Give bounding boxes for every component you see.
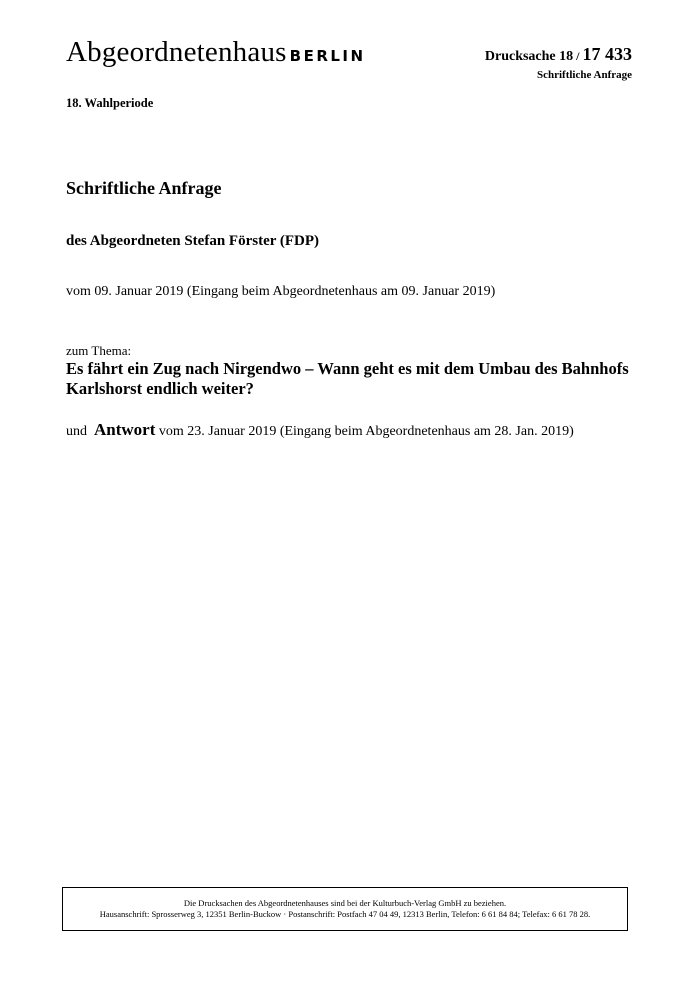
legislative-period: 18. Wahlperiode — [66, 96, 154, 110]
logo-text: Abgeordnetenhaus — [66, 36, 287, 68]
answer-line — [66, 420, 574, 440]
answer-label: Antwort — [94, 420, 156, 439]
logo-city: BERLIN — [289, 47, 366, 65]
topic-label: zum Thema: — [66, 343, 132, 358]
footer-line-2: Hausanschrift: Sprosserweg 3, 12351 Berlin-Buckow · Postanschrift: Postfach 47 04 49, 12313 Berlin, Telefon: 6 61 84 84; Telefax: 6 61 78 28. — [99, 909, 591, 919]
answer-prefix: und — [66, 424, 87, 439]
drucksache-block — [485, 44, 632, 81]
answer-date: vom 23. Januar 2019 (Eingang beim Abgeordnetenhaus am 28. Jan. 2019) — [158, 424, 574, 439]
document-type-heading: Schriftliche Anfrage — [66, 178, 222, 198]
parliament-logo — [66, 36, 366, 69]
footer-box — [62, 887, 628, 931]
author-line: des Abgeordneten Stefan Förster (FDP) — [66, 233, 320, 249]
drucksache-slash: / — [573, 49, 583, 63]
drucksache-number: 17 433 — [582, 44, 632, 64]
drucksache-line — [485, 44, 632, 65]
drucksache-label: Drucksache 18 — [484, 49, 574, 64]
date-line: vom 09. Januar 2019 (Eingang beim Abgeordnetenhaus am 09. Januar 2019) — [66, 284, 496, 299]
footer-line-1: Die Drucksachen des Abgeordnetenhauses sind bei der Kulturbuch-Verlag GmbH zu beziehen. — [183, 898, 507, 908]
drucksache-type: Schriftliche Anfrage — [536, 69, 632, 81]
topic-title: Es fährt ein Zug nach Nirgendwo – Wann geht es mit dem Umbau des Bahnhofs Karlshorst endlich weiter? — [66, 359, 629, 398]
